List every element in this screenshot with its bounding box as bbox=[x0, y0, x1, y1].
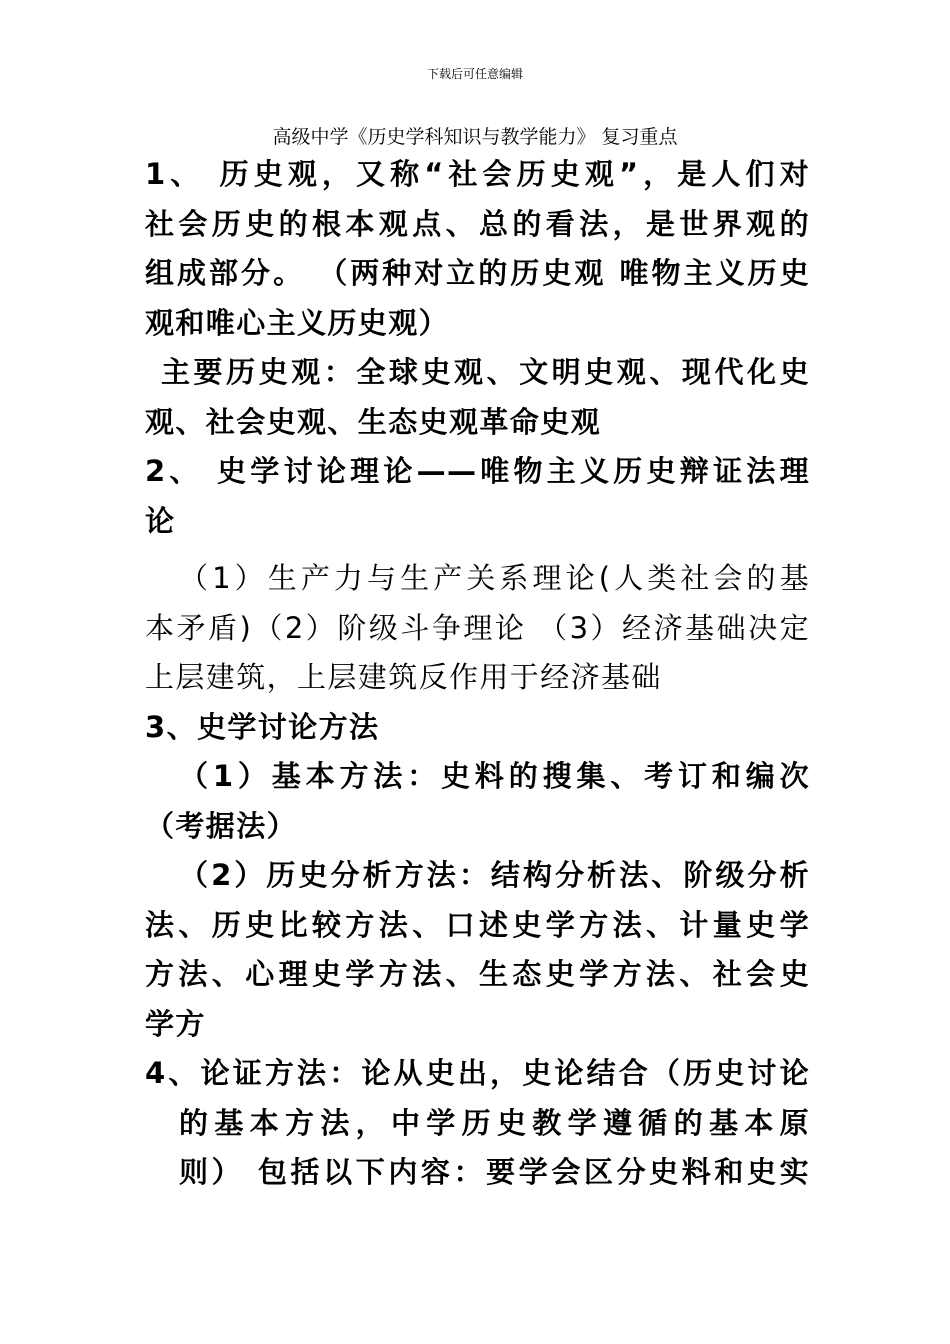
text-line: 论 bbox=[145, 503, 176, 538]
text-line: 则） 包括以下内容：要学会区分史料和史实 bbox=[179, 1155, 810, 1189]
paragraph-gap bbox=[145, 546, 810, 554]
text-line: 1、 历史观，又称“社会历史观”，是人们对 bbox=[145, 157, 810, 191]
text-line: 3、史学讨论方法 bbox=[145, 709, 380, 744]
header-note: 下载后可任意编辑 bbox=[426, 67, 523, 81]
text-line: 方法、心理史学方法、生态史学方法、社会史 bbox=[145, 957, 810, 991]
text-line: （2）历史分析方法：结构分析法、阶级分析 bbox=[179, 858, 810, 892]
document-body bbox=[145, 150, 810, 1198]
text-line: 的基本方法，中学历史教学遵循的基本原 bbox=[179, 1105, 810, 1140]
text-line: 2、 史学讨论理论——唯物主义历史辩证法理 bbox=[145, 454, 810, 488]
text-line: （1）生产力与生产关系理论(人类社会的基 bbox=[179, 561, 810, 595]
text-line: 观和唯心主义历史观） bbox=[145, 305, 450, 340]
text-line: 学方 bbox=[145, 1006, 206, 1041]
text-line: 主要历史观：全球史观、文明史观、现代化史 bbox=[161, 355, 810, 389]
text-line: 社会历史的根本观点、总的看法，是世界观的 bbox=[145, 206, 810, 241]
text-line: （1）基本方法：史料的搜集、考订和编次 bbox=[179, 759, 810, 793]
text-line: 观、社会史观、生态史观革命史观 bbox=[145, 404, 602, 439]
text-line: 4、论证方法：论从史出，史论结合（历史讨论 bbox=[145, 1056, 810, 1090]
text-line: 法、历史比较方法、口述史学方法、计量史学 bbox=[145, 907, 810, 942]
text-line: 本矛盾)（2）阶级斗争理论 （3）经济基础决定 bbox=[145, 610, 810, 645]
text-line: 上层建筑，上层建筑反作用于经济基础 bbox=[145, 660, 662, 694]
text-line: 组成部分。 （两种对立的历史观 唯物主义历史 bbox=[145, 256, 810, 290]
document-title: 高级中学《历史学科知识与教学能力》 复习重点 bbox=[272, 126, 678, 148]
text-line: （考据法） bbox=[145, 808, 298, 843]
